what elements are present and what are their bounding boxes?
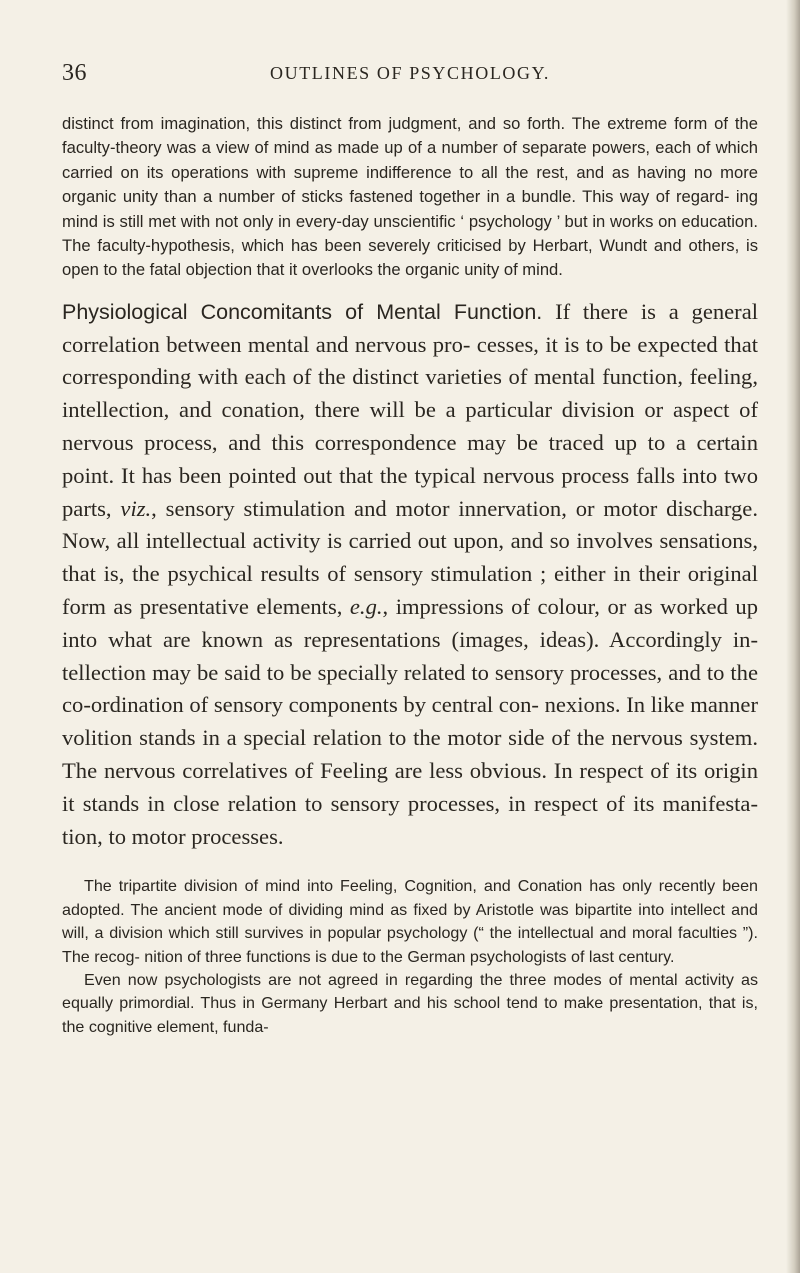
running-head <box>62 60 758 94</box>
book-page <box>62 60 758 1039</box>
page-edge-shadow <box>786 0 800 1273</box>
note-tripartite-division: The tripartite division of mind into Feeling, Cognition, and Conation has only recently been adopted. The ancient mode of dividing mind as fixed by Aristotle was bipartite into intellect and will, a division which still survives in popular psychology (“ the intellectual and moral faculties ”). The recog- nition of three functions is due to the German psychologists of last century. <box>62 877 758 966</box>
paragraph-text-b: , sensory stimulation and motor innervation, or motor discharge. Now, all intellectual activity is carried out upon, and so involves sensations, that is, the psychical results of sensory stimulation ; either in their original form as presentative elements, <box>62 495 758 620</box>
abbrev-eg: e.g. <box>349 594 383 620</box>
paragraph-text-a: If there is a general correlation between mental and nervous pro- cesses, it is to be expected that corresponding with each of the distinct varieties of mental function, feeling, intellection, and conation, there will be a particular division or aspect of nervous process, and this correspondence may be traced up to a certain point. It has been pointed out that the typical nervous process falls into two parts, <box>62 298 759 521</box>
paragraph-text-c: , impressions of colour, or as worked up into what are known as representations (images, ideas). Accordingly in- tellection may be said to be specially related to sensory processes, and to the co-ordination of sensory components by central con- nexions. In like manner volition stands in a special relation to the motor side of the nervous system. The nervous correlatives of Feeling are less obvious. In respect of its origin it stands in close relation to sensory processes, in respect of its manifesta- tion, to motor processes. <box>62 594 758 849</box>
page-number: 36 <box>62 60 87 86</box>
section-heading: Physiological Concomitants of Mental Function. <box>62 299 543 324</box>
note-modes-of-activity: Even now psychologists are not agreed in regarding the three modes of mental activity as equally primordial. Thus in Germany Herbart and his school tend to make presentation, that is, the cognitive element, funda- <box>62 971 758 1036</box>
running-title: OUTLINES OF PSYCHOLOGY. <box>270 63 550 83</box>
paragraph-faculty-theory: distinct from imagination, this distinct from judgment, and so forth. The extreme form of the faculty-theory was a view of mind as made up of a number of separate powers, each of which carried on its operations with supreme indifference to all the rest, and as having no more organic unity than a number of sticks fastened together in a bundle. This way of regard- ing mind is still met with not only in every-day unscientific ‘ psychology ’ but in works on education. The faculty-hypothesis, which has been severely criticised by Herbart, Wundt and others, is open to the fatal objection that it overlooks the organic unity of mind. <box>62 114 758 280</box>
abbrev-viz: viz. <box>120 495 152 521</box>
paragraph-physiological-concomitants <box>62 296 758 854</box>
